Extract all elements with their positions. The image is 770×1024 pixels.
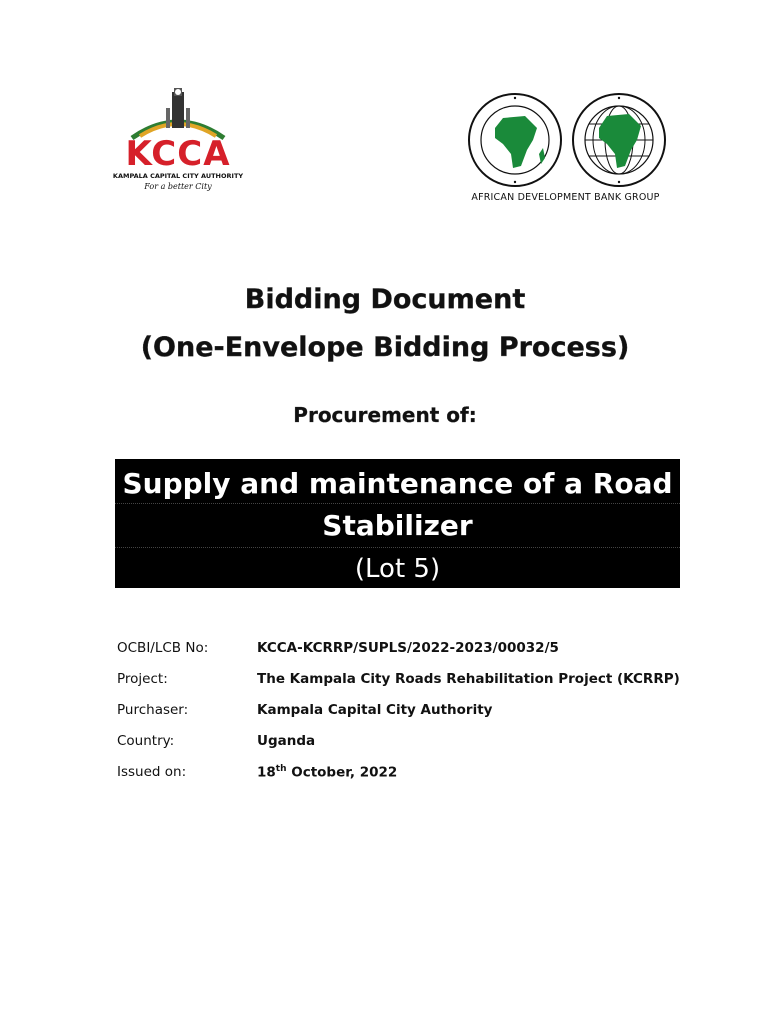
kcca-tagline: For a better City xyxy=(144,182,212,191)
detail-label: Country: xyxy=(117,733,175,749)
detail-value: KCCA-KCRRP/SUPLS/2022-2023/00032/5 xyxy=(257,640,559,656)
kcca-logo xyxy=(112,86,244,196)
afdb-emblem-icon xyxy=(463,88,668,192)
issued-month-year: October, 2022 xyxy=(286,764,398,781)
detail-row-purchaser xyxy=(117,702,677,724)
kcca-wordmark: KCCA xyxy=(125,134,231,174)
issued-day: 18 xyxy=(257,764,276,781)
detail-value: The Kampala City Roads Rehabilitation Project (KCRRP) xyxy=(257,671,680,687)
subject-box xyxy=(115,459,680,588)
subject-line2: Stabilizer xyxy=(322,509,473,542)
document-title-line2: (One-Envelope Bidding Process) xyxy=(140,332,630,363)
issued-day-suffix: th xyxy=(275,764,287,774)
detail-row-issued xyxy=(117,764,677,786)
detail-value xyxy=(257,764,397,781)
kcca-subtitle: KAMPALA CAPITAL CITY AUTHORITY xyxy=(112,172,244,180)
subject-line1: Supply and maintenance of a Road xyxy=(122,467,673,500)
detail-label: OCBI/LCB No: xyxy=(117,640,209,656)
procurement-label: Procurement of: xyxy=(293,403,477,427)
document-title-line1: Bidding Document xyxy=(244,284,526,315)
detail-row-project xyxy=(117,671,680,693)
afdb-caption: AFRICAN DEVELOPMENT BANK GROUP xyxy=(471,192,660,203)
divider xyxy=(115,547,680,548)
detail-row-country xyxy=(117,733,677,755)
detail-label: Purchaser: xyxy=(117,702,189,718)
detail-label: Project: xyxy=(117,671,168,687)
lot-label: (Lot 5) xyxy=(354,554,441,584)
afdb-logo xyxy=(463,88,668,208)
detail-value: Uganda xyxy=(257,733,316,749)
divider xyxy=(115,503,680,504)
detail-value: Kampala Capital City Authority xyxy=(257,702,493,718)
detail-label: Issued on: xyxy=(117,764,187,780)
detail-row-ref xyxy=(117,640,677,662)
